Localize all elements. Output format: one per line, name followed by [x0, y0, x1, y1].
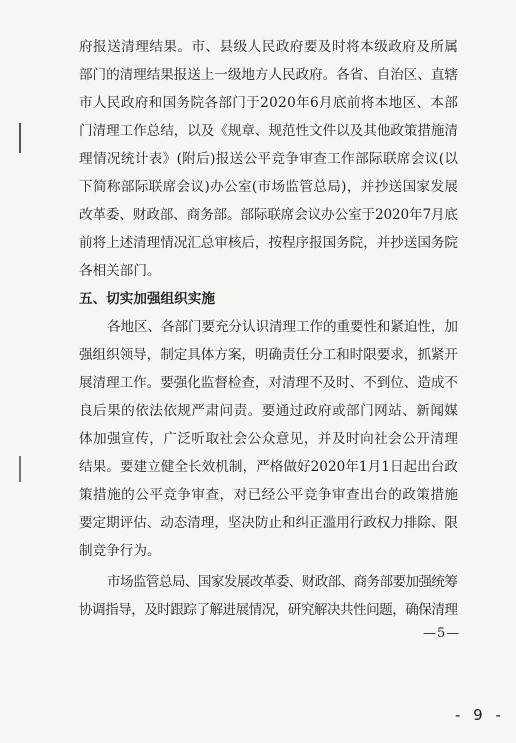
text-line: 强组织领导，制定具体方案，明确责任分工和时限要求，抓紧开	[79, 347, 458, 363]
text-line: 市场监管总局、国家发展改革委、财政部、商务部要加强统筹	[107, 574, 458, 590]
text-line: 协调指导，及时跟踪了解进展情况，研究解决共性问题，确保清理	[79, 602, 458, 618]
text-line: 市人民政府和国务院各部门于2020年6月底前将本地区、本部	[79, 95, 459, 111]
text-line: 理情况统计表》(附后)报送公平竞争审查工作部际联席会议(以	[79, 151, 459, 167]
text-line: 体加强宣传，广泛听取社会公众意见，并及时向社会公开清理	[79, 431, 459, 447]
text-line: 下简称部际联席会议)办公室(市场监管总局)，并抄送国家发展	[79, 179, 459, 195]
text-line: 结果。要建立健全长效机制，严格做好2020年1月1日起出台政	[79, 459, 459, 475]
text-line: 府报送清理结果。市、县级人民政府要及时将本级政府及所属	[79, 39, 459, 55]
text-line: 前将上述清理情况汇总审核后，按程序报国务院，并抄送国务院	[79, 235, 458, 251]
outer-page-number: - 9 -	[455, 706, 505, 724]
text-line: 要定期评估、动态清理，坚决防止和纠正滥用行政权力排除、限	[79, 515, 458, 531]
inner-page-number: —5—	[423, 626, 461, 641]
text-line: 门清理工作总结，以及《规章、规范性文件以及其他政策措施清	[79, 123, 458, 139]
text-line: 各地区、各部门要充分认识清理工作的重要性和紧迫性，加	[107, 319, 458, 335]
text-line: 部门的清理结果报送上一级地方人民政府。各省、自治区、直辖	[79, 67, 458, 83]
section-heading: 五、切实加强组织实施	[79, 291, 215, 307]
text-line: 各相关部门。	[79, 263, 161, 279]
text-line: 良后果的依法依规严肃问责。要通过政府或部门网站、新闻媒	[79, 403, 459, 419]
text-line: 制竞争行为。	[79, 543, 161, 559]
text-line: 展清理工作。要强化监督检查，对清理不及时、不到位、造成不	[79, 375, 458, 391]
text-line: 策措施的公平竞争审查，对已经公平竞争审查出台的政策措施	[79, 487, 459, 503]
text-line: 改革委、财政部、商务部。部际联席会议办公室于2020年7月底	[79, 207, 458, 223]
